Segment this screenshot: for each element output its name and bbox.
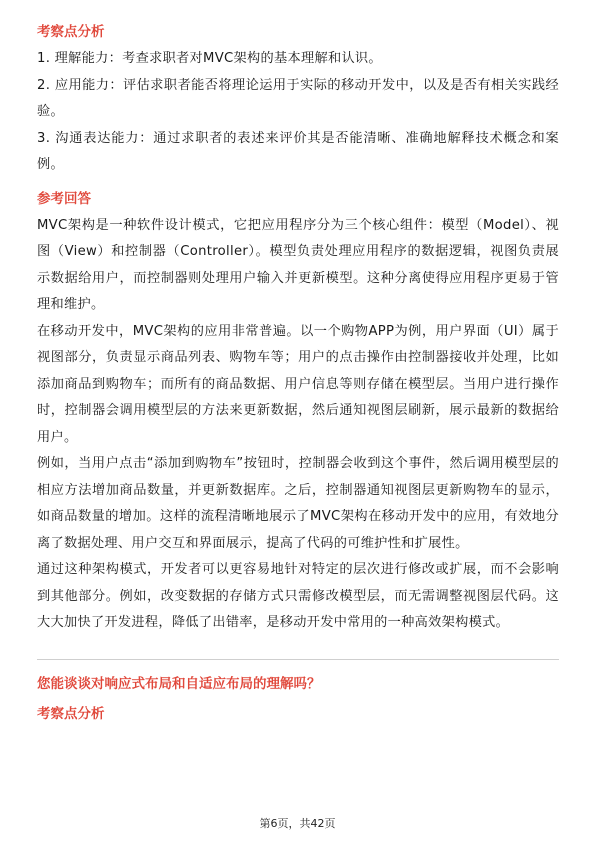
section-divider (37, 659, 559, 660)
answer-paragraph-4: 通过这种架构模式，开发者可以更容易地针对特定的层次进行修改或扩展，而不会影响到其他部分。例如，改变数据的存储方式只需修改模型层，而无需调整视图层代码。这大大加快了开发进程，降低了出错率，是移动开发中常用的一种高效架构模式。 (37, 562, 559, 630)
analysis-item-3: 3. 沟通表达能力：通过求职者的表述来评价其是否能清晰、准确地解释技术概念和案例。 (37, 130, 559, 172)
next-question-title: 您能谈谈对响应式布局和自适应布局的理解吗？ (37, 675, 321, 692)
page-number: 第6页，共42页 (259, 817, 336, 830)
section-heading-answer: 参考回答 (37, 190, 91, 207)
analysis-item-2: 2. 应用能力：评估求职者能否将理论运用于实际的移动开发中，以及是否有相关实践经验。 (37, 77, 559, 119)
answer-paragraph-3: 例如，当用户点击“添加到购物车”按钮时，控制器会收到这个事件，然后调用模型层的相应方法增加商品数量，并更新数据库。之后，控制器通知视图层更新购物车的显示，如商品数量的增加。这样的流程清晰地展示了MVC架构在移动开发中的应用，有效地分离了数据处理、用户交互和界面展示，提高了代码的可维护性和扩展性。 (37, 456, 559, 551)
analysis-item-1: 1. 理解能力：考查求职者对MVC架构的基本理解和认识。 (37, 51, 382, 66)
section-heading-analysis: 考察点分析 (37, 24, 105, 40)
next-section-heading-analysis: 考察点分析 (37, 705, 105, 722)
document-page (37, 22, 559, 724)
answer-paragraph-1: MVC架构是一种软件设计模式，它把应用程序分为三个核心组件：模型（Model）、视图（View）和控制器（Controller）。模型负责处理应用程序的数据逻辑，视图负责展示数据给用户，而控制器则处理用户输入并更新模型。这种分离使得应用程序更易于管理和维护。 (37, 217, 559, 312)
answer-paragraph-2: 在移动开发中，MVC架构的应用非常普遍。以一个购物APP为例，用户界面（UI）属于视图部分，负责显示商品列表、购物车等；用户的点击操作由控制器接收并处理，比如添加商品到购物车；而所有的商品数据、用户信息等则存储在模型层。当用户进行操作时，控制器会调用模型层的方法来更新数据，然后通知视图层刷新，展示最新的数据给用户。 (37, 323, 559, 445)
